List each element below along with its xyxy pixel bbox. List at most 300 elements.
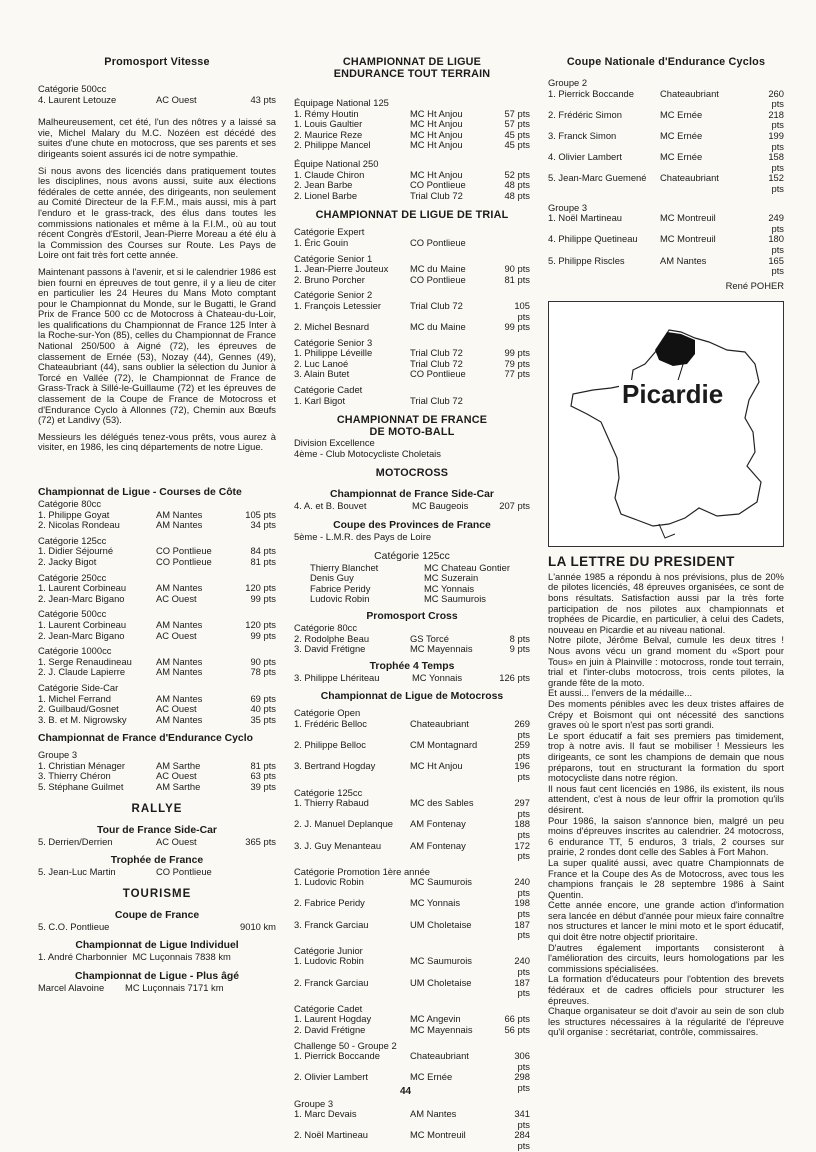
club-name: AC Ouest [156, 592, 197, 604]
points: 81 pts [504, 273, 530, 285]
club-name: CO Pontlieue [410, 179, 466, 191]
entrant-name: 2. Guilbaud/Gosnet [38, 703, 119, 715]
club-name: MC Yonnais [424, 582, 475, 594]
category-label: Catégorie Senior 3 [294, 336, 373, 348]
result-row [294, 819, 530, 840]
entrant-name: 1. Louis Gaultier [294, 118, 363, 130]
club-name: Chateaubriant [660, 87, 719, 99]
club-name: MC Ernée [660, 108, 703, 120]
entrant-name: 2. Philippe Mancel [294, 139, 371, 151]
entrant-name: 1. Jean-Pierre Jouteux [294, 263, 389, 275]
category-label: Groupe 2 [548, 77, 588, 88]
paragraph: Pour 1986, la saison s'annonce bien, malgré un peu moins d'épreuves inscrites au calendrier. 24 motocross, 6 endurance TT, 5 enduros, 3 trials, 2 courses sur prairie, 2 rondes dont celle des Sables à Fort Mahon. [548, 814, 784, 858]
points: 40 pts [250, 703, 276, 715]
club-name: AM Fontenay [410, 839, 466, 851]
section-title: Tour de France Side-Car [97, 824, 217, 836]
points: 57 pts [504, 118, 530, 130]
points: 259 pts [514, 739, 530, 761]
points: 187 pts [514, 976, 530, 999]
club-name: MC Mayennais [410, 1024, 473, 1035]
entrant-name: 2. Jean Barbe [294, 179, 353, 191]
entrant-name: 2. Fabrice Peridy [294, 897, 365, 909]
entrant-name: 2. Noël Martineau [294, 1129, 368, 1141]
section-title: Championnat de France Side-Car [330, 489, 494, 501]
category-label: Catégorie Side-Car [38, 681, 119, 693]
entrant-name: 2. J. Manuel Deplanque [294, 818, 394, 830]
result-row [294, 238, 530, 249]
paragraph: Et aussi... l'envers de la médaille... [548, 687, 693, 699]
club-name: MC Angevin [410, 1013, 461, 1025]
section-title: Championnat de Ligue - Courses de Côte [38, 487, 242, 498]
result-row [310, 594, 530, 605]
club-name: Chateaubriant [410, 1050, 469, 1062]
result-row [38, 715, 276, 726]
points: 298 pts [514, 1071, 530, 1093]
paragraph: La formation d'éducateurs pour l'obtention des brevets fédéraux et de cadres officiels pour structurer les épreuves. [548, 973, 784, 1006]
entrant-name: 5. Philippe Riscles [548, 254, 625, 266]
entrant-name: 2. Lionel Barbe [294, 189, 358, 201]
france-map-icon [549, 302, 783, 546]
club-name: AM Nantes [156, 519, 203, 531]
entrant-name: 3. J. Guy Menanteau [294, 839, 382, 851]
points: 198 pts [514, 897, 530, 920]
result-row [38, 667, 276, 678]
points: 269 pts [514, 717, 530, 740]
entrant-name: 5. Jean-Marc Guemené [548, 172, 647, 184]
club-name: AM Nantes [410, 1108, 457, 1120]
club-name: CM Montagnard [410, 739, 478, 751]
points: 284 pts [514, 1129, 530, 1151]
result-row [294, 191, 530, 202]
paragraph: La super qualité aussi, avec quatre Championnats de France et la Coupe des As de Motocross, avec tous les champions français le 28 septembre 1986 à Saint Quentin. [548, 856, 784, 900]
section-title: Championnat de Ligue - Plus âgé [75, 971, 239, 983]
entrant-name: 2. Rodolphe Beau [294, 632, 370, 644]
points: 180 pts [768, 233, 784, 255]
paragraph: Malheureusement, cet été, l'un des nôtres y a laissé sa vie, Michel Malary du M.C. Nozéen est décédé des suites d'une chute en motocross, que ses parents et ses dirigeants soient assurés ici de notre sympathie. [38, 116, 276, 159]
entrant-name: 3. David Frétigne [294, 643, 366, 655]
points: 260 pts [768, 87, 784, 110]
club-name: MC des Sables [410, 797, 474, 809]
entrant-name: 2. Jean-Marc Bigano [38, 592, 125, 604]
points: 69 pts [250, 692, 276, 704]
france-map [548, 301, 784, 547]
category-label: Catégorie 80cc [294, 622, 358, 633]
result-row [294, 369, 530, 380]
points: 66 pts [504, 1013, 530, 1025]
entrant-name: 2. Bruno Porcher [294, 273, 365, 285]
points: 52 pts [504, 168, 530, 180]
entrant-name: 2. J. Claude Lapierre [38, 666, 126, 678]
club-name: GS Torcé [410, 632, 449, 644]
club-name: MC du Maine [410, 321, 466, 333]
section-title: DE MOTO-BALL [369, 426, 455, 439]
points: 48 pts [504, 189, 530, 201]
entrant-name: 3. Thierry Chéron [38, 770, 111, 782]
result-row [294, 301, 530, 322]
club-name: MC Montreuil [660, 233, 716, 245]
result-row [294, 275, 530, 286]
entrant-name: Fabrice Peridy [310, 582, 371, 594]
points: 187 pts [514, 918, 530, 941]
points: 240 pts [514, 876, 530, 898]
result-row [548, 173, 784, 194]
map-label: Picardie [619, 380, 726, 408]
points: 99 pts [250, 629, 276, 641]
club-name: MC Yonnais [410, 897, 461, 909]
entrant-name: 2. Maurice Reze [294, 128, 363, 140]
entrant-name: 1. Rémy Houtin [294, 107, 359, 119]
section-title: Championnat de Ligue Individuel [75, 940, 239, 952]
result-row: 5. Derrien/Derrien AC Ouest 365 pts [38, 835, 276, 847]
points: 105 pts [514, 299, 530, 322]
result-row [294, 322, 530, 333]
points: 188 pts [514, 818, 530, 840]
points: 9 pts [509, 643, 530, 655]
result-row [294, 761, 530, 782]
result-row [548, 89, 784, 110]
result-row: 5ème - L.M.R. des Pays de Loire [294, 531, 432, 543]
section-title: Promosport Vitesse [104, 56, 210, 68]
entrant-name: 2. Franck Garciau [294, 976, 369, 988]
entrant-name: 1. Christian Ménager [38, 759, 126, 771]
section-title: Coupe des Provinces de France [333, 520, 491, 532]
club-name: CO Pontlieue [410, 273, 466, 285]
entrant-name: 1. Marc Devais [294, 1108, 357, 1120]
category-label: Catégorie Expert [294, 226, 365, 238]
section-title: RALLYE [131, 802, 183, 815]
paragraph: Maintenant passons à l'avenir, et si le calendrier 1986 est bien fourni en épreuves de tout genre, il y a lieu de citer en particulier les 24 Heures du Mans Moto comptant pour le Championnat du Monde, sur le Bugatti, le Grand Prix de France 500 cc de Motocross à Chateau-du-Loir, les qualifications du Championnat de France 125 Inter à la Roche-sur-Yon (85), celles du Championnat de France National 250/500 à Aigné (72), les épreuves de classement de Ernée (53), Nozay (44), Gennes (49), Chateaubriant (44), sans oublier la sélection du Junior à Torcé en Vallée (72), le Championnat de France de Grass-Track à Sillé-le-Guillaume (72) et les épreuves de classement de la Coupe de France de Motocross et d'Endurance Cyclo à Allonnes (72), Chemin aux Bœufs (72) et Landivy (53). [38, 265, 276, 426]
points: 165 pts [768, 254, 784, 277]
result-row: 1. André Charbonnier MC Luçonnais 7838 km [38, 951, 231, 963]
club-name: AC Ouest [156, 770, 197, 782]
entrant-name: 1. Frédéric Belloc [294, 717, 367, 729]
result-row [548, 110, 784, 131]
result-row [294, 719, 530, 740]
result-row [294, 1109, 530, 1130]
entrant-name: 2. Jean-Marc Bigano [38, 629, 125, 641]
result-row [548, 213, 784, 234]
page-number: 44 [400, 1086, 412, 1097]
club-name: CO Pontlieue [156, 555, 212, 567]
club-name: AM Nantes [156, 655, 203, 667]
category-label: Catégorie Junior [294, 944, 363, 956]
club-name: MC du Maine [410, 263, 466, 275]
points: 249 pts [768, 212, 784, 234]
club-name: AM Nantes [156, 713, 203, 725]
entrant-name: 1. Ludovic Robin [294, 876, 364, 888]
points: 297 pts [514, 797, 530, 819]
paragraph: L'année 1985 a répondu à nos prévisions, plus de 20% de pilotes licenciés, 48 épreuves organisées, ce sont de bons résultats. Satisfaction aussi par la très forte participation de nos pilotes aux championnats et trophées de Picardie, en particulier, à celui des Cadets, nouveau en Picardie et au niveau national. [548, 570, 784, 635]
points: 199 pts [768, 129, 784, 152]
entrant-name: 1. Philippe Goyat [38, 508, 110, 520]
entrant-name: 5. Stéphane Guilmet [38, 781, 124, 793]
points: 152 pts [768, 172, 784, 194]
points: 240 pts [514, 955, 530, 978]
result-row [294, 644, 530, 655]
club-name: MC Ht Anjou [410, 107, 463, 119]
entrant-name: 4. Philippe Quetineau [548, 233, 638, 245]
section-title: Trophée de France [110, 855, 204, 867]
club-name: MC Ernée [660, 151, 703, 163]
club-name: CO Pontlieue [156, 545, 212, 557]
points: 34 pts [250, 519, 276, 531]
points: 57 pts [504, 107, 530, 119]
category-label: Catégorie Senior 2 [294, 289, 373, 301]
club-name: AM Nantes [156, 618, 203, 630]
points: 45 pts [504, 139, 530, 151]
club-name: MC Ht Anjou [410, 128, 463, 140]
column-right [548, 56, 784, 1038]
category-label: Équipe National 250 [294, 157, 379, 169]
club-name: MC Saumurois [410, 955, 472, 967]
club-name: Trial Club 72 [410, 189, 463, 201]
result-row [548, 131, 784, 152]
club-name: AM Nantes [156, 582, 203, 594]
club-name: Trial Club 72 [410, 357, 463, 369]
points: 306 pts [514, 1050, 530, 1072]
points: 120 pts [245, 618, 276, 630]
result-row [38, 520, 276, 531]
entrant-name: 1. François Letessier [294, 299, 382, 311]
result-row [294, 1025, 530, 1036]
club-name: UM Choletaise [410, 918, 472, 930]
points: 39 pts [250, 781, 276, 793]
points: 105 pts [245, 508, 276, 520]
section-title: Trophée 4 Temps [369, 660, 455, 672]
result-row: 5. C.O. Pontlieue 9010 km [38, 920, 276, 932]
paragraph: Cette année encore, une grande action d'information sera lancée en début d'année pour mieux faire connaître nos structures et lancer le mini moto et le sport éducatif, qui doit être notre objectif prioritaire. [548, 899, 784, 943]
category-label: Catégorie 125cc [38, 534, 107, 546]
entrant-name: 3. Bertrand Hogday [294, 760, 376, 772]
paragraph: Il nous faut cent licenciés en 1986, ils existent, ils nous attendent, c'est à nous de leur offrir la promotion qu'ils désirent. [548, 782, 784, 815]
result-row: 4. Laurent Letouze AC Ouest 43 pts [38, 93, 276, 105]
points: 196 pts [514, 760, 530, 782]
result-row: 3. Philippe Lhériteau MC Yonnais 126 pts [294, 671, 530, 683]
category-label: Division Excellence [294, 437, 375, 449]
entrant-name: 2. Luc Lanoé [294, 357, 349, 369]
result-row [294, 140, 530, 151]
points: 158 pts [768, 151, 784, 173]
section-title: TOURISME [122, 887, 192, 900]
result-row [294, 1072, 530, 1093]
section-title: LA LETTRE DU PRESIDENT [548, 554, 735, 570]
paragraph: Chaque organisateur se doit d'avoir au sein de son club les structures nécessaires à la régularité de l'épreuve qu'il organise : secrétariat, contrôle, commissaires. [548, 1005, 784, 1038]
category-label: Catégorie Open [294, 707, 361, 719]
category-label: Groupe 3 [548, 201, 588, 213]
club-name: MC Saumurois [424, 593, 486, 605]
club-name: AM Sarthe [156, 781, 201, 793]
paragraph: Si nous avons des licenciés dans pratiquement toutes les disciplines, nous avons aussi, suite aux élections fédérales de cette année, des dirigeants, non seulement au Comité Directeur de la F.F.M., mais aussi, mis à part l'enduro et le grass-track, des élus dans toutes les commissions nationales et même à la F.I.M., où au tout récent Congrès d'Estoril, Jean-Pierre Moreau a été élu à la Commission des Courses sur Route. Les Pays de Loire ont fait très fort cette année. [38, 164, 276, 261]
entrant-name: 1. Pierrick Boccande [294, 1050, 380, 1062]
club-name: AC Ouest [156, 629, 197, 641]
club-name: MC Ht Anjou [410, 760, 463, 772]
club-name: AM Nantes [156, 692, 203, 704]
points: 81 pts [250, 759, 276, 771]
result-row [294, 956, 530, 977]
entrant-name: 2. Jacky Bigot [38, 555, 97, 567]
result-row: 5. Jean-Luc Martin CO Pontlieue [38, 866, 212, 878]
entrant-name: 1. Laurent Corbineau [38, 582, 127, 594]
club-name: MC Suzerain [424, 572, 479, 584]
result-row [38, 782, 276, 793]
club-name: MC Ht Anjou [410, 118, 463, 130]
result-row [38, 631, 276, 642]
club-name: Trial Club 72 [410, 347, 463, 359]
result-row: Marcel Alavoine MC Luçonnais 7171 km [38, 982, 224, 994]
result-row [548, 256, 784, 277]
section-title: Coupe Nationale d'Endurance Cyclos [566, 56, 766, 68]
club-name: MC Montreuil [660, 212, 716, 224]
result-row [38, 557, 276, 568]
result-row [294, 877, 530, 898]
category-label: Groupe 3 [294, 1097, 334, 1109]
club-name: MC Mayennais [410, 643, 473, 655]
club-name: AM Nantes [156, 666, 203, 678]
section-title: CHAMPIONNAT DE LIGUE DE TRIAL [315, 209, 509, 222]
entrant-name: 1. Philippe Léveille [294, 347, 373, 359]
result-row [294, 1051, 530, 1072]
category-label: Groupe 3 [38, 749, 78, 761]
section-title: MOTOCROSS [375, 467, 449, 480]
club-name: CO Pontlieue [410, 368, 466, 380]
entrant-name: 1. Serge Renaudineau [38, 655, 132, 667]
club-name: MC Ernée [660, 129, 703, 141]
result-row [294, 798, 530, 819]
category-label: Catégorie Cadet [294, 1002, 363, 1014]
points: 218 pts [768, 108, 784, 131]
club-name: Trial Club 72 [410, 394, 463, 406]
entrant-name: 1. Claude Chiron [294, 168, 365, 180]
entrant-name: 1. Laurent Corbineau [38, 618, 127, 630]
entrant-name: 1. Thierry Rabaud [294, 797, 369, 809]
points: 79 pts [504, 357, 530, 369]
paragraph: Le sport éducatif a fait ses premiers pas timidement, trop à notre avis. Il faut se mobiliser ! Messieurs les dirigeants, ce sont les champions de demain que nous préparons, tout en structurant la formation du sport motocycliste dans notre région. [548, 729, 784, 784]
entrant-name: 1. Pierrick Boccande [548, 87, 634, 99]
result-row [294, 396, 530, 407]
entrant-name: 4. Olivier Lambert [548, 151, 622, 163]
club-name: AM Nantes [156, 508, 203, 520]
result-row [294, 1130, 530, 1151]
points: 99 pts [250, 592, 276, 604]
result-row [294, 841, 530, 862]
category-label: Catégorie 80cc [38, 498, 102, 509]
entrant-name: 1. Laurent Hogday [294, 1013, 372, 1025]
entrant-name: 1. Didier Séjourné [38, 545, 114, 557]
club-name: MC Saumurois [410, 876, 472, 888]
points: 77 pts [504, 368, 530, 380]
points: 90 pts [504, 263, 530, 275]
club-name: AM Nantes [660, 254, 707, 266]
points: 48 pts [504, 179, 530, 191]
points: 8 pts [509, 632, 530, 644]
result-row [294, 978, 530, 999]
points: 120 pts [245, 582, 276, 594]
paragraph: Notre pilote, Jérôme Belval, cumule les deux titres ! Nous avons vécu un grand moment du «Sport pour Tous» en juin à Plainville : motocross, ronde tout terrain, trial et l'inter-clubs motocross, trois cents pilotes, la grande fête de la moto. [548, 634, 784, 688]
result-row [548, 234, 784, 255]
points: 45 pts [504, 128, 530, 140]
club-name: MC Chateau Gontier [424, 561, 510, 573]
points: 99 pts [504, 347, 530, 359]
entrant-name: 2. David Frétigne [294, 1024, 366, 1035]
category-label: Catégorie 1000cc [38, 645, 112, 657]
category-label: Catégorie 500cc [38, 608, 107, 620]
points: 90 pts [250, 655, 276, 667]
entrant-name: 1. Karl Bigot [294, 394, 346, 406]
paragraph: D'autres également importants consisteront à l'amélioration des circuits, leurs homologations par les commissions spécialisées. [548, 941, 784, 974]
category-label: Catégorie 500cc [38, 83, 107, 94]
section-title: Coupe de France [114, 909, 200, 921]
club-name: MC Ernée [410, 1071, 453, 1083]
result-row [294, 740, 530, 761]
club-name: AM Fontenay [410, 818, 466, 830]
club-name: Trial Club 72 [410, 299, 463, 311]
result-row: 4. A. et B. Bouvet MC Baugeois 207 pts [294, 500, 530, 512]
club-name: AC Ouest [156, 703, 197, 715]
section-title: CHAMPIONNAT DE LIGUE [342, 56, 482, 68]
club-name: Chateaubriant [660, 172, 719, 184]
result-row: 4ème - Club Motocycliste Choletais [294, 447, 441, 459]
points: 81 pts [250, 555, 276, 567]
entrant-name: 1. Éric Gouin [294, 236, 349, 248]
result-row [38, 620, 276, 631]
club-name: MC Ht Anjou [410, 168, 463, 180]
result-row [38, 594, 276, 605]
points: 35 pts [250, 713, 276, 725]
signature: René POHER [725, 279, 784, 291]
points [500, 396, 530, 407]
section-title: ENDURANCE TOUT TERRAIN [333, 68, 491, 80]
category-label: Catégorie Senior 1 [294, 252, 373, 264]
entrant-name: Thierry Blanchet [310, 561, 379, 573]
category-label: Catégorie Promotion 1ère année [294, 865, 431, 877]
entrant-name: 2. Nicolas Rondeau [38, 519, 120, 531]
entrant-name: Ludovic Robin [310, 593, 370, 605]
column-middle [294, 56, 530, 1152]
entrant-name: 2. Michel Besnard [294, 321, 370, 333]
section-title: CHAMPIONNAT DE FRANCE [336, 414, 488, 427]
category-label: Catégorie 250cc [38, 571, 107, 583]
points: 341 pts [514, 1108, 530, 1130]
club-name: MC Ht Anjou [410, 139, 463, 151]
points: 84 pts [250, 545, 276, 557]
points: 63 pts [250, 770, 276, 782]
picardie-region-icon [655, 332, 695, 366]
points [500, 238, 530, 249]
category-label: Challenge 50 - Groupe 2 [294, 1039, 397, 1051]
entrant-name: 3. Franck Garciau [294, 918, 369, 930]
entrant-name: 2. Frédéric Simon [548, 108, 622, 120]
points: 99 pts [504, 321, 530, 333]
category-label: Équipage National 125 [294, 97, 389, 108]
category-label: Catégorie Cadet [294, 384, 363, 396]
category-label: Catégorie 125cc [374, 550, 450, 562]
entrant-name: 3. Franck Simon [548, 129, 617, 141]
entrant-name: 3. B. et M. Nigrowsky [38, 713, 127, 725]
points: 78 pts [250, 666, 276, 678]
column-left [38, 56, 276, 994]
category-label: Catégorie 125cc [294, 786, 363, 798]
points: 172 pts [514, 839, 530, 862]
entrant-name: 2. Olivier Lambert [294, 1071, 368, 1083]
entrant-name: 2. Philippe Belloc [294, 739, 366, 751]
club-name: MC Montreuil [410, 1129, 466, 1141]
club-name: AM Sarthe [156, 759, 201, 771]
entrant-name: 1. Noël Martineau [548, 212, 622, 224]
result-row [548, 152, 784, 173]
paragraph: Messieurs les délégués tenez-vous prêts, vous aurez à visiter, en 1986, les cinq départements de notre Ligue. [38, 430, 276, 453]
club-name: Chateaubriant [410, 717, 469, 729]
entrant-name: Denis Guy [310, 572, 354, 584]
